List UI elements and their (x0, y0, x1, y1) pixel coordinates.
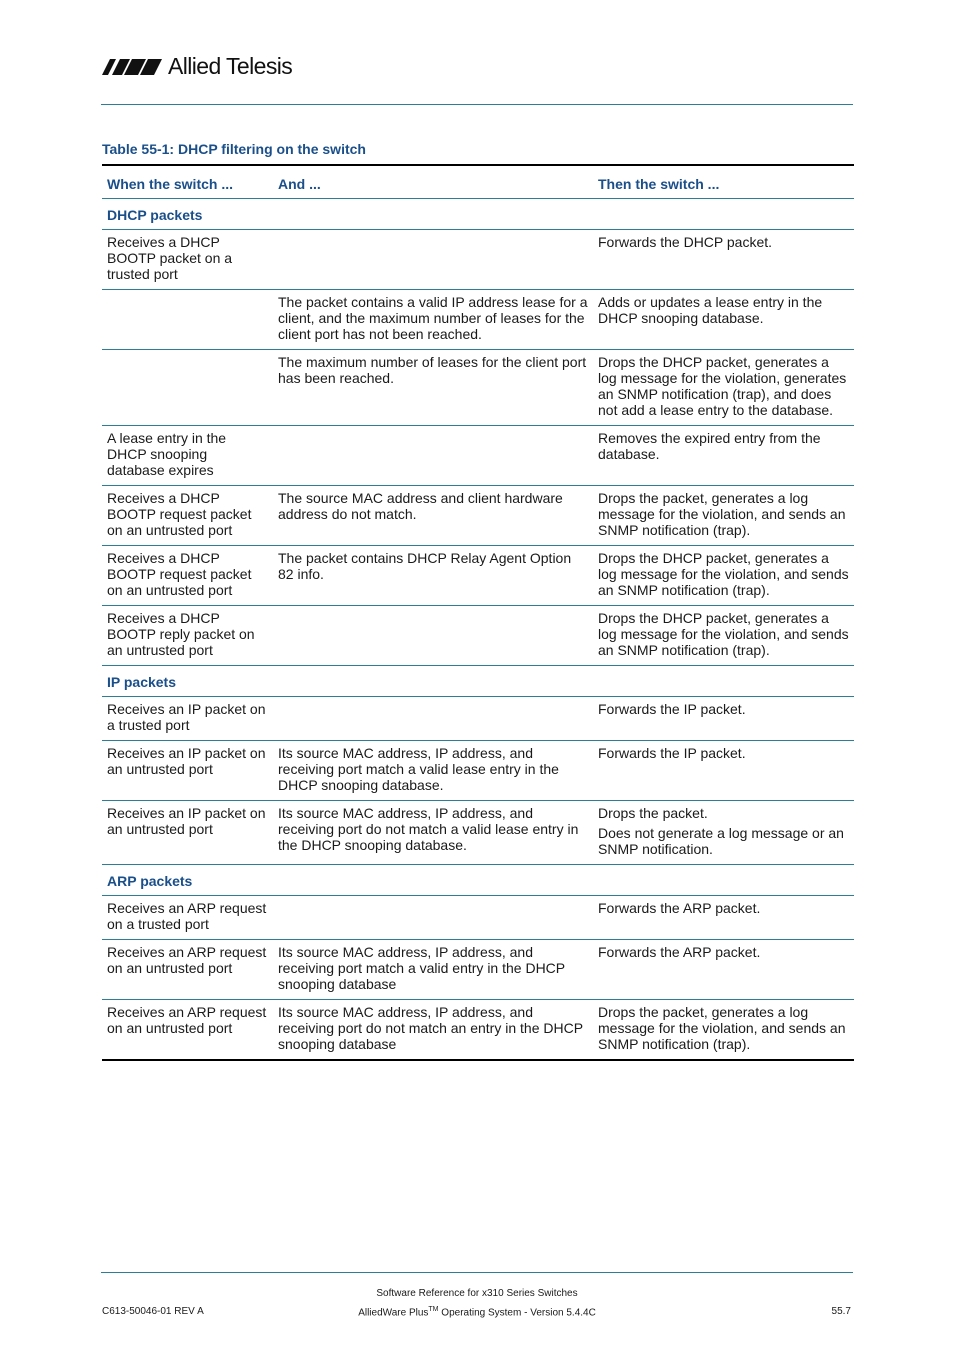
cell-and: The packet contains a valid IP address lease for a client, and the maximum number of leases for the client port has not been reached. (273, 290, 593, 350)
footer-os-suffix: Operating System - Version 5.4.4C (438, 1307, 596, 1319)
footer-page-number: 55.7 (831, 1306, 851, 1317)
cell-then (593, 606, 854, 666)
section-title: IP packets (102, 666, 854, 697)
cell-then-line: Does not generate a log message or an SNMP notification. (598, 825, 844, 857)
cell-and: Its source MAC address, IP address, and receiving port match a valid lease entry in the DHCP snooping database. (273, 741, 593, 801)
cell-then-line: Drops the DHCP packet, generates a log message for the violation, and sends an SNMP notification (trap). (598, 550, 849, 598)
cell-then (593, 801, 854, 865)
section-title: DHCP packets (102, 199, 854, 230)
cell-then (593, 230, 854, 290)
cell-when: Receives an ARP request on an untrusted port (102, 940, 273, 1000)
cell-then-line: Drops the packet, generates a log message for the violation, and sends an SNMP notification (trap). (598, 490, 846, 538)
table-row (102, 486, 854, 546)
footer-os-prefix: AlliedWare Plus (358, 1307, 429, 1319)
cell-when: Receives a DHCP BOOTP request packet on an untrusted port (102, 546, 273, 606)
cell-then-line: Forwards the IP packet. (598, 701, 746, 717)
cell-then-line: Forwards the IP packet. (598, 745, 746, 761)
cell-then-line: Forwards the DHCP packet. (598, 234, 773, 250)
brand-name: Allied Telesis (168, 53, 293, 79)
cell-then-line: Adds or updates a lease entry in the DHCP snooping database. (598, 294, 823, 326)
cell-when: A lease entry in the DHCP snooping database expires (102, 426, 273, 486)
cell-then-line: Drops the DHCP packet, generates a log message for the violation, generates an SNMP notification (trap), and does not add a lease entry to the database. (598, 354, 847, 418)
footer-rule (101, 1272, 853, 1273)
cell-then (593, 486, 854, 546)
footer-trademark: TM (428, 1306, 439, 1313)
table-header-row (102, 165, 854, 199)
cell-then (593, 741, 854, 801)
cell-when: Receives an IP packet on an untrusted port (102, 741, 273, 801)
cell-when: Receives an IP packet on an untrusted port (102, 801, 273, 865)
table-caption: Table 55-1: DHCP filtering on the switch (102, 141, 366, 157)
cell-and: The packet contains DHCP Relay Agent Option 82 info. (273, 546, 593, 606)
table-row (102, 230, 854, 290)
cell-and: The maximum number of leases for the client port has been reached. (273, 350, 593, 426)
cell-when: Receives a DHCP BOOTP packet on a trusted port (102, 230, 273, 290)
table-row (102, 741, 854, 801)
table-row (102, 290, 854, 350)
section-row (102, 666, 854, 697)
section-row (102, 865, 854, 896)
cell-when: Receives a DHCP BOOTP reply packet on an untrusted port (102, 606, 273, 666)
cell-when (102, 290, 273, 350)
footer-os-version (0, 1306, 954, 1318)
section-title: ARP packets (102, 865, 854, 896)
table-row (102, 606, 854, 666)
cell-then-line: Drops the DHCP packet, generates a log message for the violation, and sends an SNMP notification (trap). (598, 610, 849, 658)
cell-then (593, 1000, 854, 1061)
brand-mark-icon (102, 57, 162, 75)
allied-telesis-logo (102, 53, 292, 79)
table-row (102, 1000, 854, 1061)
cell-and (273, 697, 593, 741)
footer-doc-id: C613-50046-01 REV A (102, 1306, 204, 1317)
table-row (102, 350, 854, 426)
cell-then-line: Drops the packet. (598, 805, 708, 821)
cell-and (273, 230, 593, 290)
cell-then (593, 940, 854, 1000)
cell-then (593, 546, 854, 606)
cell-then-line: Forwards the ARP packet. (598, 944, 761, 960)
cell-when (102, 350, 273, 426)
cell-and: The source MAC address and client hardware address do not match. (273, 486, 593, 546)
cell-then-line: Forwards the ARP packet. (598, 900, 761, 916)
table-row (102, 426, 854, 486)
cell-when: Receives an IP packet on a trusted port (102, 697, 273, 741)
cell-then (593, 697, 854, 741)
table-row (102, 697, 854, 741)
column-header-when: When the switch ... (102, 165, 273, 199)
cell-then (593, 896, 854, 940)
cell-and (273, 426, 593, 486)
cell-and (273, 896, 593, 940)
cell-then (593, 290, 854, 350)
cell-and: Its source MAC address, IP address, and receiving port match a valid entry in the DHCP snooping database (273, 940, 593, 1000)
cell-when: Receives a DHCP BOOTP request packet on an untrusted port (102, 486, 273, 546)
cell-when: Receives an ARP request on an untrusted port (107, 1004, 267, 1036)
table-row (102, 546, 854, 606)
cell-then (593, 350, 854, 426)
cell-then (593, 426, 854, 486)
table-row (102, 801, 854, 865)
section-row (102, 199, 854, 230)
dhcp-filtering-table (102, 164, 854, 1061)
cell-then-line: Removes the expired entry from the database. (598, 430, 821, 462)
cell-when: Receives an ARP request on a trusted port (102, 896, 273, 940)
table-row (102, 940, 854, 1000)
cell-and: Its source MAC address, IP address, and receiving port do not match a valid lease entry in the DHCP snooping database. (273, 801, 593, 865)
column-header-then: Then the switch ... (593, 165, 854, 199)
table-row (102, 896, 854, 940)
cell-then-line: Drops the packet, generates a log message for the violation, and sends an SNMP notification (trap). (598, 1004, 846, 1052)
cell-and (273, 606, 593, 666)
header-rule (101, 104, 853, 105)
cell-and: Its source MAC address, IP address, and receiving port do not match an entry in the DHCP snooping database (278, 1004, 583, 1052)
footer-title: Software Reference for x310 Series Switches (376, 1288, 578, 1299)
column-header-and: And ... (273, 165, 593, 199)
table-body (102, 199, 854, 1061)
